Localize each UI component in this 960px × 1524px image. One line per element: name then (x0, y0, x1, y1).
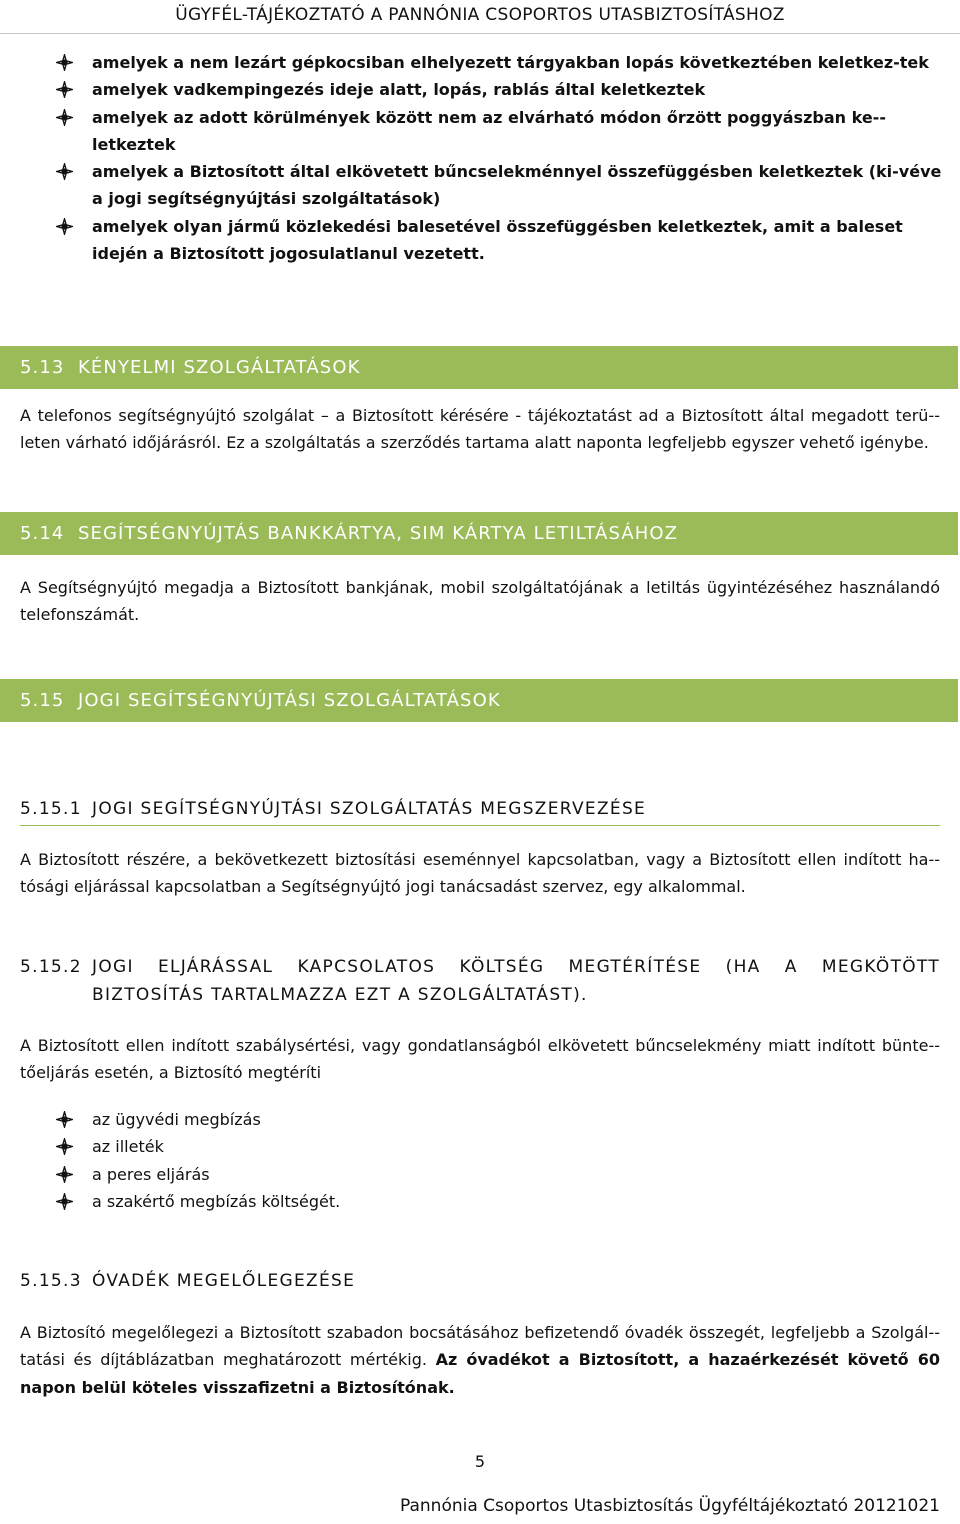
list-item-text: az illeték (92, 1137, 164, 1157)
footer-text: Pannónia Csoportos Utasbiztosítás Ügyféltájékoztató 20121021 (400, 1496, 940, 1516)
section-title: KÉNYELMI SZOLGÁLTATÁSOK (78, 357, 361, 378)
list-item (56, 76, 946, 103)
exclusion-list (56, 49, 946, 267)
subsection-title-line1 (20, 953, 940, 981)
list-item-text: amelyek a nem lezárt gépkocsiban elhelyezett tárgyakban lopás következtében keletkez-tek (92, 53, 929, 72)
section-5-15-1-text: A Biztosított részére, a bekövetkezett biztosítási eseménnyel kapcsolatban, vagy a Biztosított ellen indított ha-tósági eljárással kapcsolatban a Segítségnyújtó jogi tanácsadást szervez, egy alkalommal. (20, 850, 940, 897)
section-heading-5-14 (0, 512, 958, 555)
list-item (56, 1133, 946, 1160)
diamond-bullet-icon (56, 1193, 73, 1210)
diamond-bullet-icon (56, 81, 73, 98)
subsection-heading-5-15-1 (20, 795, 940, 826)
section-5-15-3-text-plain: A Biztosító megelőlegezi a Biztosított szabadon bocsátásához befizetendő óvadék összegét, legfeljebb a Szolgál-tatási és díjtáblázatban meghatározott mértékig. (20, 1323, 940, 1370)
list-item-text: a peres eljárás (92, 1164, 210, 1184)
cost-list (56, 1106, 946, 1215)
list-item (56, 213, 946, 268)
list-item-text: az ügyvédi megbízás (92, 1110, 261, 1129)
subsection-heading-5-15-3 (20, 1267, 940, 1295)
subsection-title: JOGI SEGÍTSÉGNYÚJTÁSI SZOLGÁLTATÁS MEGSZERVEZÉSE (92, 799, 647, 819)
section-number: 5.13 (20, 357, 65, 378)
section-number: 5.14 (20, 523, 65, 544)
diamond-bullet-icon (56, 163, 73, 180)
section-heading-5-15 (0, 679, 958, 722)
subsection-number: 5.15.2 (20, 957, 82, 977)
subsection-title: ÓVADÉK MEGELŐLEGEZÉSE (92, 1271, 356, 1291)
section-5-14-text: A Segítségnyújtó megadja a Biztosított bankjának, mobil szolgáltatójának a letiltás ügyintézéséhez használandó telefonszámát. (20, 578, 940, 625)
header-title: ÜGYFÉL-TÁJÉKOZTATÓ A PANNÓNIA CSOPORTOS UTASBIZTOSÍTÁSHOZ (175, 5, 785, 25)
page-number: 5 (474, 1452, 486, 1471)
header-rule (0, 33, 960, 34)
subsection-heading-5-15-2 (20, 953, 940, 1009)
diamond-bullet-icon (56, 1138, 73, 1155)
section-title: SEGÍTSÉGNYÚJTÁS BANKKÁRTYA, SIM KÁRTYA LETILTÁSÁHOZ (78, 523, 679, 544)
list-item-text: amelyek az adott körülmények között nem az elvárható módon őrzött poggyászban ke-letkeztek (92, 107, 886, 154)
diamond-bullet-icon (56, 218, 73, 235)
page-header (0, 0, 960, 34)
diamond-bullet-icon (56, 54, 73, 71)
subsection-title-line2: BIZTOSÍTÁS TARTALMAZZA EZT A SZOLGÁLTATÁST). (92, 985, 588, 1005)
diamond-bullet-icon (56, 109, 73, 126)
list-item (56, 1161, 946, 1188)
section-5-15-3-text (20, 1319, 940, 1401)
section-title: JOGI SEGÍTSÉGNYÚJTÁSI SZOLGÁLTATÁSOK (78, 690, 501, 711)
subsection-number: 5.15.1 (20, 799, 82, 819)
list-item (56, 158, 946, 213)
section-number: 5.15 (20, 690, 65, 711)
diamond-bullet-icon (56, 1166, 73, 1183)
section-5-15-2-text: A Biztosított ellen indított szabálysértési, vagy gondatlanságból elkövetett bűncselekmény miatt indított bünte-tőeljárás esetén, a Biztosító megtéríti (20, 1036, 940, 1083)
section-5-13-text: A telefonos segítségnyújtó szolgálat – a Biztosított kérésére - tájékoztatást ad a Biztosított által megadott terü-leten várható időjárásról. Ez a szolgáltatás a szerződés tartama alatt naponta legfeljebb egyszer vehető igénybe. (20, 406, 940, 453)
list-item (56, 104, 946, 159)
list-item-text: amelyek olyan jármű közlekedési balesetével összefüggésben keletkeztek, amit a baleset idején a Biztosított jogosulatlanul vezetett. (92, 216, 903, 264)
list-item-text: amelyek vadkempingezés ideje alatt, lopás, rablás által keletkeztek (92, 80, 706, 100)
list-item-text: amelyek a Biztosított által elkövetett bűncselekménnyel összefüggésben keletkeztek (ki-véve a jogi segítségnyújtási szolgáltatások) (92, 162, 942, 209)
list-item (56, 1106, 946, 1133)
subsection-title-text: JOGI ELJÁRÁSSAL KAPCSOLATOS KÖLTSÉG MEGTÉRÍTÉSE (HA A MEGKÖTÖTT (92, 957, 940, 977)
section-heading-5-13 (0, 346, 958, 389)
subsection-number: 5.15.3 (20, 1271, 82, 1291)
list-item (56, 1188, 946, 1215)
section-5-15-3-text-bold: Az óvadékot a Biztosított, a hazaérkezését követő 60 napon belül köteles visszafizetni a Biztosítónak. (20, 1350, 940, 1397)
list-item-text: a szakértő megbízás költségét. (92, 1191, 341, 1211)
diamond-bullet-icon (56, 1111, 73, 1128)
list-item (56, 49, 946, 76)
